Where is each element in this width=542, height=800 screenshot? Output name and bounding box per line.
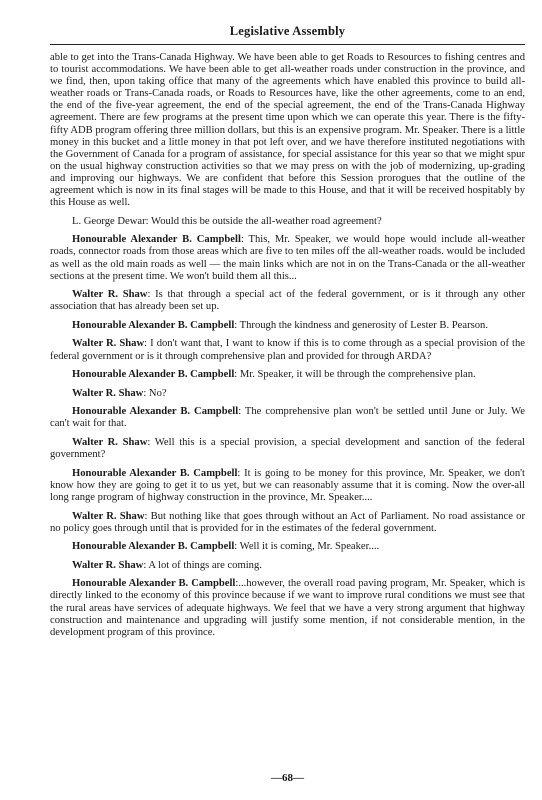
speech-text: : Mr. Speaker, it will be through the comprehensive plan. <box>234 369 476 381</box>
speaker-name: Walter R. Shaw <box>72 559 144 571</box>
speech-text: : But nothing like that goes through without an Act of Parliament. No road assistance or no policy goes through until that is provided for in the estimates of the federal government. <box>50 510 525 534</box>
exchange-paragraph <box>50 406 525 430</box>
speaker-name: Honourable Alexander B. Campbell <box>72 467 238 479</box>
speech-text: : This, Mr. Speaker, we would hope would include all-weather roads, connector roads from those areas which are five to ten miles off the all-weather roads. would be included as well as the old main roads as well — the main links which are not in on the Trans-Canada or the all-weather sections at the present time. We won't build them all this... <box>50 234 525 282</box>
exchange-paragraph <box>50 320 525 332</box>
speech-text: : A lot of things are coming. <box>143 559 262 571</box>
exchange-paragraph <box>50 338 525 362</box>
speech-text: : Through the kindness and generosity of Lester B. Pearson. <box>234 319 488 331</box>
speech-text: : Well this is a special provision, a special development and sanction of the federal government? <box>50 437 525 461</box>
speaker-name: Honourable Alexander B. Campbell <box>72 578 236 590</box>
exchange-paragraph <box>50 541 525 553</box>
exchange-paragraph <box>50 289 525 313</box>
speaker-name: Honourable Alexander B. Campbell <box>72 406 239 418</box>
speech-text: : Well it is coming, Mr. Speaker.... <box>234 541 380 553</box>
speech-text: : Is that through a special act of the federal government, or is it through any other association that has already been set up. <box>50 289 525 313</box>
speech-text: : I don't want that, I want to know if this is to come through as a special provision of the federal government or is it through comprehensive plan and provided for through ARDA? <box>50 338 525 362</box>
speaker-name: Walter R. Shaw <box>72 289 148 301</box>
exchange-paragraph <box>50 578 525 638</box>
speaker-name: Walter R. Shaw <box>72 338 145 350</box>
exchange-list <box>50 216 525 639</box>
speech-text: : It is going to be money for this province, Mr. Speaker, we don't know how they are going to get it to us yet, but we can reasonably assume that it is coming. Now the over-all long range program of highway construction in the province, Mr. Speaker.... <box>50 467 526 503</box>
exchange-paragraph <box>50 216 525 228</box>
page-header: Legislative Assembly <box>229 24 346 38</box>
header-rule <box>50 44 525 45</box>
speech-text: : Would this be outside the all-weather road agreement? <box>145 215 382 227</box>
speaker-name: Walter R. Shaw <box>72 510 145 522</box>
exchange-paragraph <box>50 234 525 282</box>
page-number: —68— <box>271 772 304 784</box>
exchange-paragraph <box>50 468 525 504</box>
speech-text: : The comprehensive plan won't be settled until June or July. We can't wait for that. <box>50 406 525 430</box>
speaker-name: Walter R. Shaw <box>72 387 144 399</box>
speaker-name: Honourable Alexander B. Campbell <box>72 319 235 331</box>
speaker-name: Honourable Alexander B. Campbell <box>72 369 235 381</box>
exchange-paragraph <box>50 388 525 400</box>
exchange-paragraph <box>50 369 525 381</box>
speaker-name: L. George Dewar <box>72 215 146 227</box>
exchange-paragraph <box>50 560 525 572</box>
exchange-paragraph <box>50 437 525 461</box>
speech-text: :...however, the overall road paving program, Mr. Speaker, which is directly linked to the economy of this province because if we want to improve rural conditions we must see that the rural areas have services of adequate highways. We feel that we have a very strong argument that highway construction and maintenance and upgrading will justify some mention, if not considerable mention, in the development program of this province. <box>50 578 525 638</box>
opening-paragraph: able to get into the Trans-Canada Highway. We have been able to get Roads to Resources to fishing centres and to tourist accommodations. We have been able to get all-weather roads under construction in the province, and we find, then, upon taking office that many of the agreements which have enabled this province to build all-weather roads or Trans-Canada roads, or Roads to Resources have, like the other agreements, come to an end, the end of the five-year agreement, the end of the special agreement, the end of the Trans-Canada Highway agreement. There are few programs at the present time upon which we can operate this year. There is the fifty-fifty ADB program offering three million dollars, but this is an expensive program. Mr. Speaker. There is a little money in this bucket and a little money in that pot left over, and we have therefore instituted negotiations with the Government of Canada for a program of assistance, for special assistance for this year so that we might spur on the usual highway construction activities so that we may press on with the job of modernizing, up-grading and improving our highways. We are confident that before this Session prorogues that the outline of the agreement which is now in its final stages will be made to this House, and that it will be received hospitably by this House as well. <box>50 52 525 209</box>
exchange-paragraph <box>50 511 525 535</box>
speaker-name: Honourable Alexander B. Campbell <box>72 234 241 246</box>
speaker-name: Walter R. Shaw <box>72 437 148 449</box>
document-body <box>50 52 525 645</box>
speaker-name: Honourable Alexander B. Campbell <box>72 541 235 553</box>
speech-text: : No? <box>143 387 167 399</box>
